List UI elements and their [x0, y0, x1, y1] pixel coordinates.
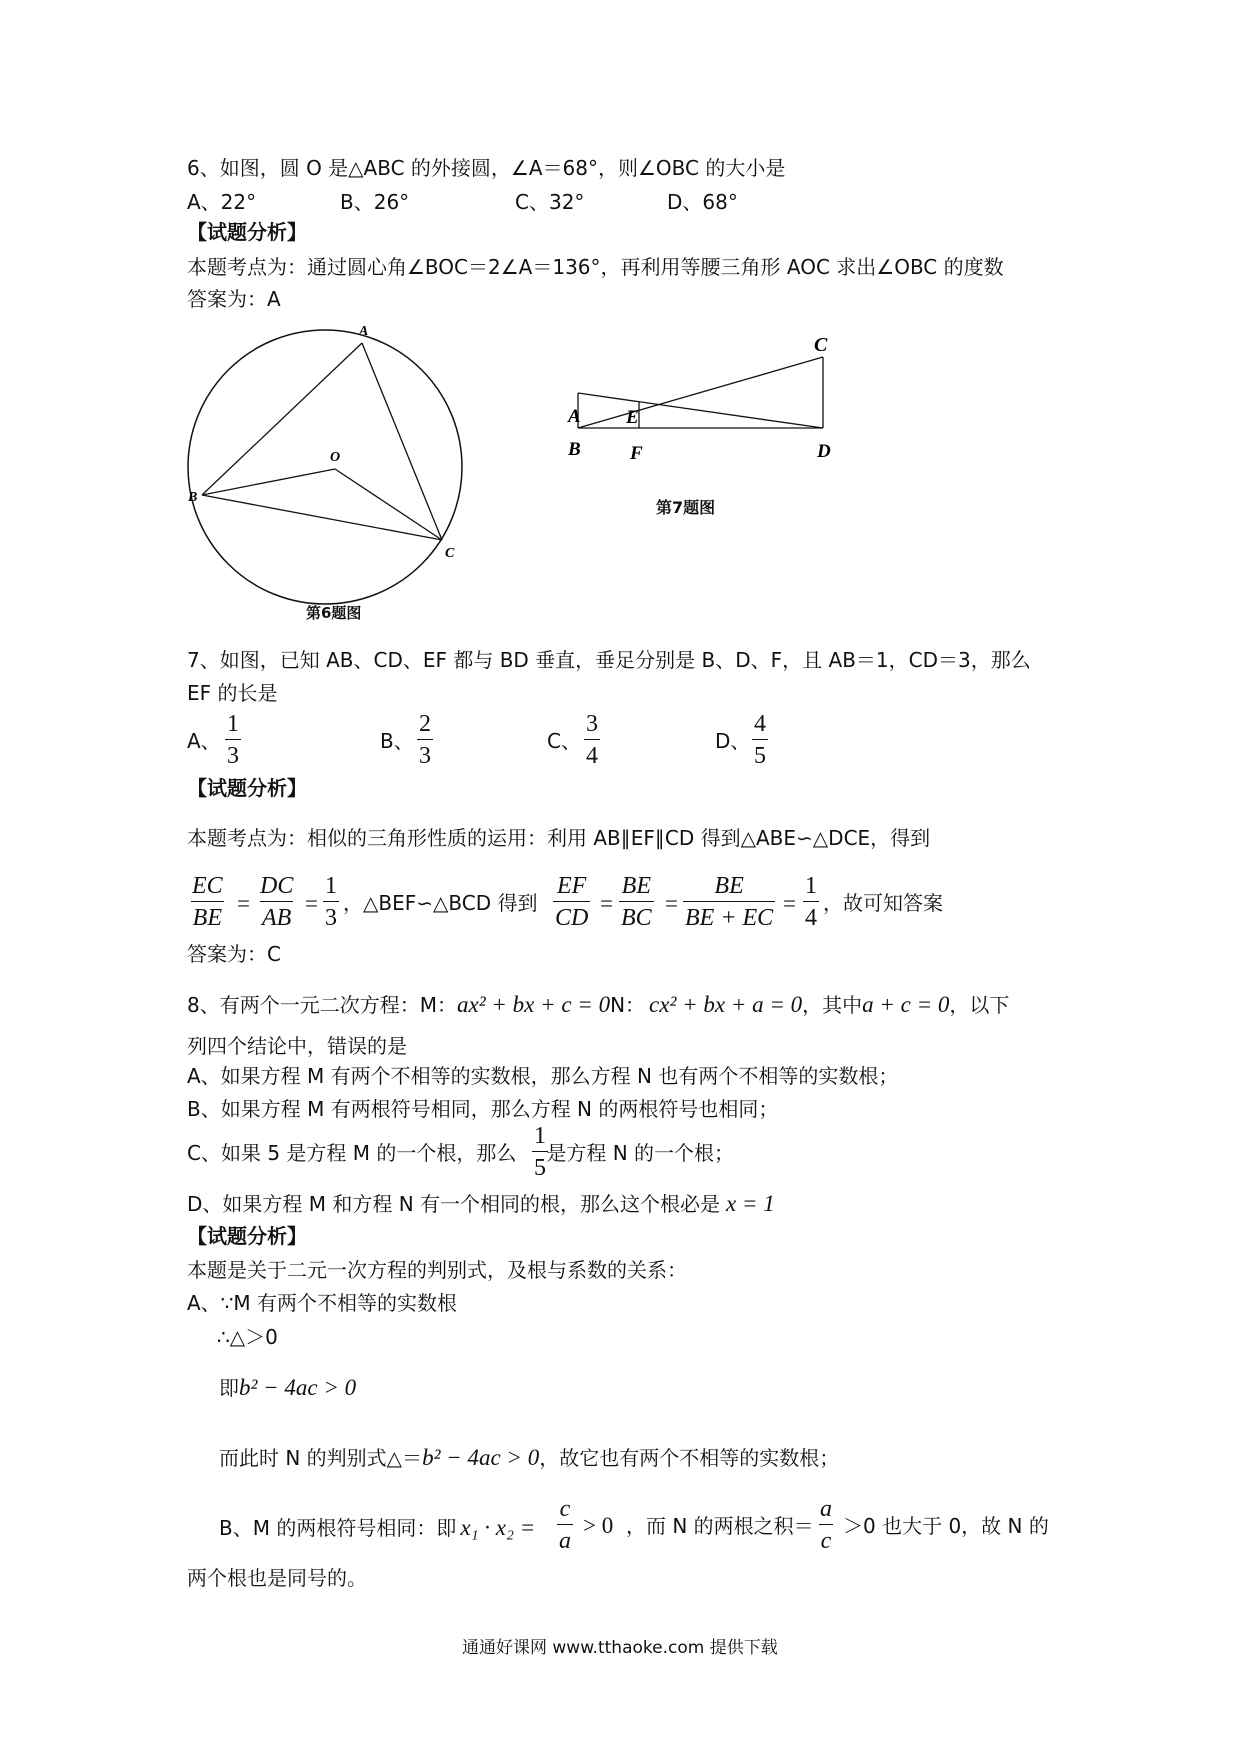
- q6-label-o: O: [330, 450, 341, 465]
- ratio-ec-be: $\frac{EC}{BE}$: [192, 873, 223, 931]
- q7-question-line1: 7、如图，已知 AB、CD、EF 都与 BD 垂直，垂足分别是 B、D、F，且 AB＝1，CD＝3，那么: [187, 648, 1031, 672]
- equals-sign: =: [665, 891, 678, 916]
- q6-answer: 答案为：A: [187, 287, 281, 311]
- q7-option-c-label: C、: [547, 729, 581, 753]
- q6-figure-caption: 第6题图: [306, 604, 362, 622]
- q8-analysis-title: 【试题分析】: [187, 1224, 307, 1248]
- q8-analysis-a1: A、∵M 有两个不相等的实数根: [187, 1291, 458, 1315]
- equals-sign: =: [600, 891, 613, 916]
- q8-analysis-a3: 即b² − 4ac > 0: [219, 1375, 357, 1400]
- q7-option-b-fraction: $\frac{2}{3}$: [419, 711, 431, 769]
- page-footer: 通通好课网 www.tthaoke.com 提供下载: [462, 1638, 778, 1658]
- q8-analysis-a2: ∴△＞0: [217, 1325, 278, 1349]
- q6-option-c: C、32°: [515, 190, 585, 214]
- q7-figure-caption: 第7题图: [656, 498, 716, 517]
- equals-sign: =: [305, 891, 318, 916]
- q7-label-a: A: [568, 406, 581, 427]
- ratio-be-bc: $\frac{BE}{BC}$: [621, 873, 652, 931]
- q8-option-b: B、如果方程 M 有两根符号相同，那么方程 N 的两根符号也相同；: [187, 1097, 779, 1121]
- q8-question-line2: 列四个结论中，错误的是: [187, 1034, 407, 1058]
- q7-label-f: F: [630, 443, 643, 464]
- q8-option-c-fraction: $\frac{1}{5}$: [534, 1123, 546, 1181]
- q8-analysis-b-part3: ＞0 也大于 0，故 N 的: [843, 1514, 1049, 1538]
- q7-label-c: C: [814, 334, 828, 356]
- greater-than-zero: > 0: [583, 1513, 614, 1538]
- q7-option-a-fraction: $\frac{1}{3}$: [227, 711, 239, 769]
- q7-option-c-fraction: $\frac{3}{4}$: [586, 711, 598, 769]
- q8-analysis-b-part1: B、M 的两根符号相同：即 x₁ · x₂ =: [219, 1515, 536, 1540]
- q6-option-d: D、68°: [667, 190, 738, 214]
- q6-analysis-title: 【试题分析】: [187, 220, 307, 244]
- q8-option-c: C、如果 5 是方程 M 的一个根，那么 是方程 N 的一个根；: [187, 1141, 735, 1165]
- q6-label-a: A: [359, 324, 369, 339]
- ratio-one-third: $\frac{1}{3}$: [325, 873, 337, 931]
- q8-analysis: 本题是关于二元一次方程的判别式，及根与系数的关系：: [187, 1258, 687, 1282]
- q7-question-line2: EF 的长是: [187, 681, 278, 705]
- q7-label-b: B: [568, 439, 581, 460]
- q7-analysis-title: 【试题分析】: [187, 776, 307, 800]
- q8-analysis-a4: 而此时 N 的判别式△＝b² − 4ac > 0，故它也有两个不相等的实数根；: [219, 1445, 840, 1470]
- q7-figure: [560, 320, 850, 495]
- conclusion-text: ，故可知答案: [823, 891, 943, 915]
- q8-analysis-b-line2: 两个根也是同号的。: [187, 1566, 367, 1590]
- ratio-one-quarter: $\frac{1}{4}$: [805, 873, 817, 931]
- q7-label-d: D: [817, 441, 831, 462]
- q8-ratio-c-over-a: $\frac{c}{a}$: [559, 1496, 571, 1554]
- q8-analysis-b-part2: ，而 N 的两根之积＝: [626, 1514, 814, 1538]
- q8-ratio-a-over-c: $\frac{a}{c}$: [820, 1496, 832, 1554]
- ratio-dc-ab: $\frac{DC}{AB}$: [260, 873, 294, 931]
- q7-answer: 答案为：C: [187, 942, 281, 966]
- q6-label-c: C: [445, 546, 455, 561]
- q6-option-b: B、26°: [340, 190, 410, 214]
- circumcircle: [188, 330, 462, 604]
- q7-option-d-label: D、: [715, 729, 751, 753]
- ratio-be-be-plus-ec: $\frac{BE}{BE + EC}$: [685, 873, 774, 931]
- q7-option-b-label: B、: [380, 729, 414, 753]
- q7-option-d-fraction: $\frac{4}{5}$: [754, 711, 766, 769]
- q6-question: 6、如图，圆 O 是△ABC 的外接圆，∠A＝68°，则∠OBC 的大小是: [187, 156, 786, 180]
- equals-sign: =: [237, 891, 250, 916]
- q7-label-e: E: [626, 407, 639, 428]
- q7-analysis: 本题考点为：相似的三角形性质的运用：利用 AB∥EF∥CD 得到△ABE∽△DCE，得到: [187, 826, 931, 850]
- equals-sign: =: [783, 891, 796, 916]
- q6-analysis: 本题考点为：通过圆心角∠BOC＝2∠A＝136°，再利用等腰三角形 AOC 求出∠OBC 的度数: [187, 255, 1004, 279]
- similar-triangles-text: ，△BEF∽△BCD 得到: [343, 891, 538, 915]
- q8-option-a: A、如果方程 M 有两个不相等的实数根，那么方程 N 也有两个不相等的实数根；: [187, 1064, 899, 1088]
- q6-figure: [185, 320, 475, 620]
- ratio-ef-cd: $\frac{EF}{CD}$: [555, 873, 589, 931]
- q6-label-b: B: [188, 490, 198, 505]
- q8-question-intro: 8、有两个一元二次方程：M：ax² + bx + c = 0N： cx² + bx + a = 0，其中a + c = 0，以下: [187, 992, 1010, 1017]
- q7-option-a-label: A、: [187, 729, 221, 753]
- q6-option-a: A、22°: [187, 190, 257, 214]
- q8-option-d: D、如果方程 M 和方程 N 有一个相同的根，那么这个根必是 x = 1: [187, 1191, 775, 1216]
